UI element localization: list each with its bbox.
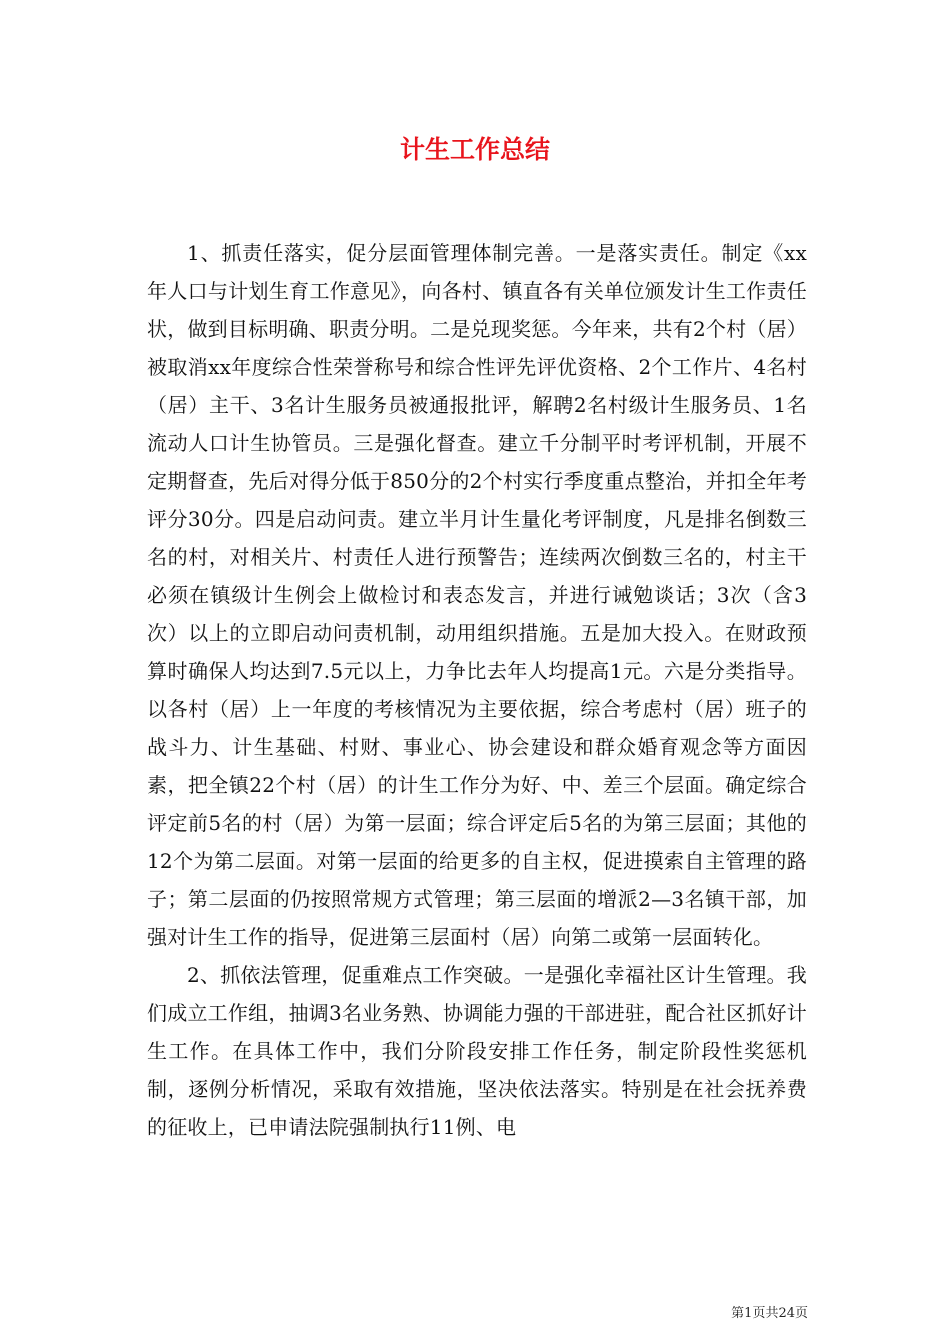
paragraph-2: 2、抓依法管理，促重难点工作突破。一是强化幸福社区计生管理。我们成立工作组，抽调3名业务熟、协调能力强的干部进驻，配合社区抓好计生工作。在具体工作中，我们分阶段安排工作任务，制定阶段性奖惩机制，逐例分析情况，采取有效措施，坚决依法落实。特别是在社会抚养费的征收上，已申请法院强制执行11例、电	[147, 963, 807, 1139]
page-number: 第1页共24页	[731, 1306, 808, 1321]
paragraph-1: 1、抓责任落实，促分层面管理体制完善。一是落实责任。制定《xx年人口与计划生育工作意见》，向各村、镇直各有关单位颁发计生工作责任状，做到目标明确、职责分明。二是兑现奖惩。今年来，共有2个村（居）被取消xx年度综合性荣誉称号和综合性评先评优资格、2个工作片、4名村（居）主干、3名计生服务员被通报批评，解聘2名村级计生服务员、1名流动人口计生协管员。三是强化督查。建立千分制平时考评机制，开展不定期督查，先后对得分低于850分的2个村实行季度重点整治，并扣全年考评分30分。四是启动问责。建立半月计生量化考评制度，凡是排名倒数三名的村，对相关片、村责任人进行预警告；连续两次倒数三名的，村主干必须在镇级计生例会上做检讨和表态发言，并进行诫勉谈话；3次（含3次）以上的立即启动问责机制，动用组织措施。五是加大投入。在财政预算时确保人均达到7.5元以上，力争比去年人均提高1元。六是分类指导。以各村（居）上一年度的考核情况为主要依据，综合考虑村（居）班子的战斗力、计生基础、村财、事业心、协会建设和群众婚育观念等方面因素，把全镇22个村（居）的计生工作分为好、中、差三个层面。确定综合评定前5名的村（居）为第一层面；综合评定后5名的为第三层面；其他的12个为第二层面。对第一层面的给更多的自主权，促进摸索自主管理的路子；第二层面的仍按照常规方式管理；第三层面的增派2—3名镇干部，加强对计生工作的指导，促进第三层面村（居）向第二或第一层面转化。	[147, 241, 807, 949]
document-title: 计生工作总结	[399, 135, 550, 164]
document-body	[147, 234, 807, 1146]
